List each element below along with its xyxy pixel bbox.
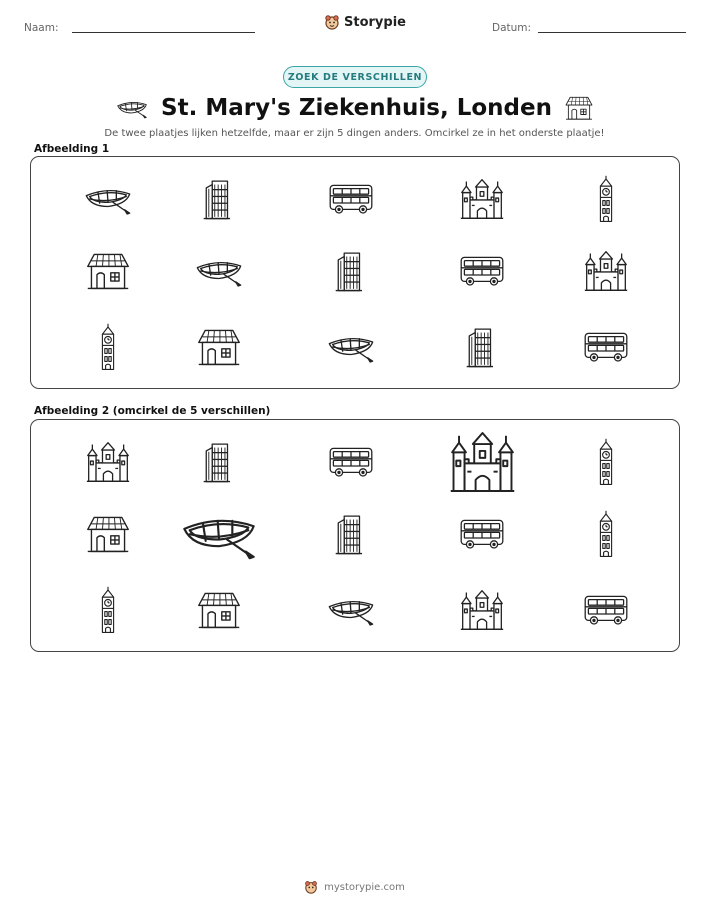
skyscraper-icon xyxy=(334,248,368,294)
house-icon[interactable] xyxy=(196,589,242,631)
page-title: St. Mary's Ziekenhuis, Londen xyxy=(161,95,552,121)
house-icon[interactable] xyxy=(85,513,131,555)
storypie-logo-icon xyxy=(304,880,318,894)
date-label: Datum: xyxy=(492,22,532,34)
castle-icon xyxy=(459,177,505,221)
double-decker-bus-icon xyxy=(327,182,375,216)
activity-badge: ZOEK DE VERSCHILLEN xyxy=(283,66,427,88)
date-line[interactable] xyxy=(538,32,686,33)
house-icon xyxy=(85,250,131,292)
house-icon xyxy=(196,326,242,368)
section-2-label: Afbeelding 2 (omcirkel de 5 verschillen) xyxy=(34,405,271,417)
castle-icon[interactable] xyxy=(448,429,517,495)
clock-tower-icon xyxy=(594,173,618,225)
clock-tower-icon xyxy=(96,321,120,373)
castle-icon[interactable] xyxy=(85,440,131,484)
name-line[interactable] xyxy=(72,32,255,33)
picture-2-panel[interactable] xyxy=(30,419,680,652)
picture-1-panel xyxy=(30,156,680,389)
section-1-label: Afbeelding 1 xyxy=(34,143,110,155)
skyscraper-icon[interactable] xyxy=(334,511,368,557)
brand xyxy=(324,14,406,30)
name-label: Naam: xyxy=(24,22,59,34)
boat-icon xyxy=(83,182,133,216)
house-icon xyxy=(564,95,594,121)
double-decker-bus-icon[interactable] xyxy=(458,517,506,551)
clock-tower-icon[interactable] xyxy=(594,508,618,560)
boat-icon xyxy=(326,330,376,364)
footer-site: mystorypie.com xyxy=(324,881,405,893)
boat-icon[interactable] xyxy=(326,593,376,627)
castle-icon[interactable] xyxy=(459,588,505,632)
instructions: De twee plaatjes lijken hetzelfde, maar er zijn 5 dingen anders. Omcirkel ze in het onderste plaatje! xyxy=(104,128,605,139)
skyscraper-icon[interactable] xyxy=(202,439,236,485)
double-decker-bus-icon[interactable] xyxy=(582,593,630,627)
boat-icon xyxy=(194,254,244,288)
double-decker-bus-icon[interactable] xyxy=(327,445,375,479)
double-decker-bus-icon xyxy=(458,254,506,288)
storypie-logo-icon xyxy=(324,14,340,30)
skyscraper-icon xyxy=(202,176,236,222)
clock-tower-icon[interactable] xyxy=(96,584,120,636)
worksheet-header xyxy=(0,14,709,40)
skyscraper-icon xyxy=(465,324,499,370)
title-row xyxy=(0,92,709,124)
boat-icon xyxy=(115,97,149,119)
brand-name: Storypie xyxy=(344,14,406,30)
castle-icon xyxy=(583,249,629,293)
boat-icon[interactable] xyxy=(179,507,259,561)
clock-tower-icon[interactable] xyxy=(594,436,618,488)
double-decker-bus-icon xyxy=(582,330,630,364)
footer xyxy=(0,880,709,894)
